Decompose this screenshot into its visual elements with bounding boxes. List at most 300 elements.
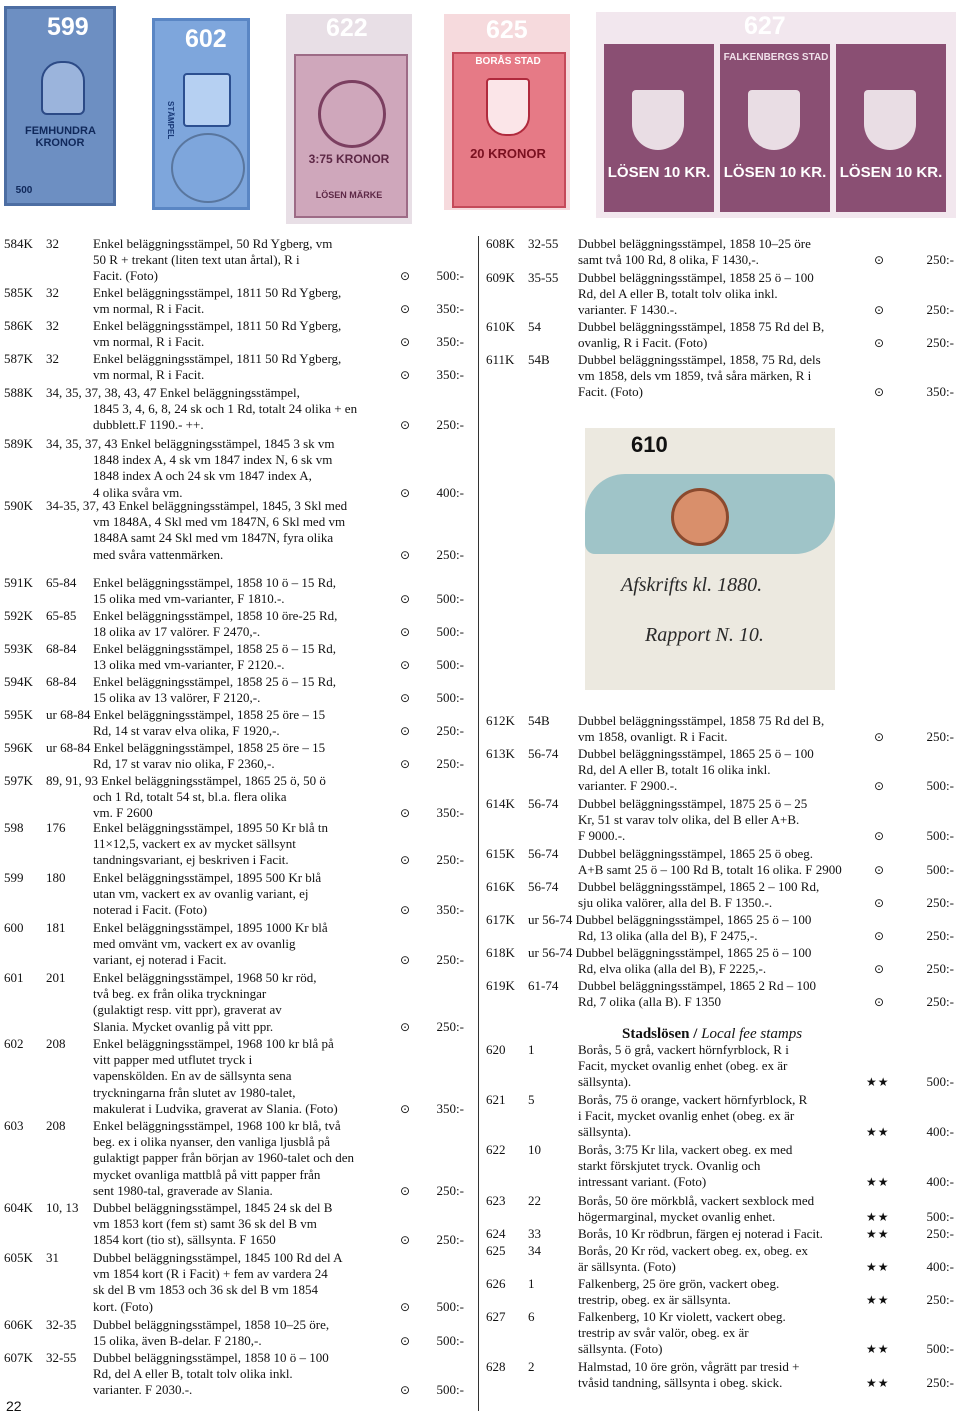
entry-description [93, 285, 395, 317]
entry-price: 350:- [436, 367, 464, 383]
stamp-text: LÖSEN 10 KR. [839, 164, 943, 181]
entry-number: 590K [4, 498, 33, 513]
entry-number: 596K [4, 740, 33, 755]
description-line: Dubbel beläggningsstämpel, 1875 25 ö – 25 [578, 796, 808, 811]
entry-price: 250:- [436, 1018, 464, 1034]
entry-price: 500:- [926, 1209, 954, 1225]
facit-ref: 56-74 [528, 796, 559, 811]
entry-description [578, 1309, 863, 1358]
cancelled-symbol-icon: ⊙ [874, 995, 885, 1010]
entry-number: 617K [486, 912, 515, 927]
description-line: Dubbel beläggningsstämpel, 1858 10–25 öre, [93, 1317, 330, 1332]
description-line: Slania. Mycket ovanlig på vitt ppr. [93, 1018, 274, 1034]
cancelled-symbol-icon: ⊙ [400, 418, 411, 433]
entry-price: 250:- [436, 723, 464, 739]
cancelled-symbol-icon: ⊙ [874, 863, 885, 878]
entry-price: 250:- [436, 1232, 464, 1248]
entry-number: 587K [4, 351, 33, 366]
entry-price: 500:- [436, 268, 464, 284]
cancelled-symbol-icon: ⊙ [874, 779, 885, 794]
description-line: i Facit, mycket ovanlig enhet (obeg. ex är [578, 1108, 795, 1124]
description-line: Dubbel beläggningsstämpel, 1858 10 ö – 100 [93, 1350, 329, 1365]
entry-number: 628 [486, 1359, 506, 1374]
description-line: Borås, 20 Kr röd, vackert obeg. ex, obeg. ex [578, 1243, 808, 1258]
facit-ref: 56-74 [528, 879, 559, 894]
entry-price: 350:- [436, 902, 464, 918]
stamp-text: LÖSEN 10 KR. [607, 164, 711, 181]
entry-description [578, 270, 863, 319]
photo-610-document [585, 428, 835, 690]
facit-ref: 68-84 [46, 674, 77, 689]
stamp-text: FEMHUNDRA KRONOR [25, 125, 96, 149]
stamp-627-image [596, 12, 956, 218]
description-line: Rd, del A eller B, totalt tolv olika inkl. [578, 286, 778, 302]
stamp-602-image [152, 18, 250, 210]
facit-ref: 180 [46, 870, 66, 885]
stamp-number: 625 [486, 16, 528, 44]
entry-description [578, 846, 863, 878]
entry-number: 584K [4, 236, 33, 251]
description-line: vm 1848A, 4 Skl med vm 1847N, 6 Skl med vm [93, 514, 346, 530]
description-line: noterad i Facit. (Foto) [93, 902, 208, 918]
entry-description [93, 970, 395, 1035]
description-line: sällsynta). [578, 1124, 632, 1140]
entry-price: 500:- [436, 1333, 464, 1349]
description-line: vm normal, R i Facit. [93, 367, 205, 383]
entry-price: 250:- [926, 252, 954, 268]
mint-stars-icon: ★★ [866, 1210, 890, 1225]
description-line: utan vm, vackert ex av ovanlig variant, ej [93, 886, 309, 902]
facit-ref: ur 68-84 Enkel beläggningsstämpel, 1858 25 öre – 15 [46, 740, 326, 755]
stamp-corner: FALKENBERGS STAD [723, 52, 829, 63]
description-line: Borås, 5 ö grå, vackert hörnfyrblock, R i [578, 1042, 789, 1057]
entry-number: 626 [486, 1276, 506, 1291]
entry-description [93, 920, 395, 969]
stamp-number: 599 [47, 13, 89, 41]
description-line: trestrip, obeg. ex är sällsynta. [578, 1292, 731, 1308]
entry-number: 589K [4, 436, 33, 451]
shield-icon [486, 78, 530, 136]
description-line: Facit. (Foto) [93, 268, 158, 284]
mint-stars-icon: ★★ [866, 1075, 890, 1090]
mint-stars-icon: ★★ [866, 1376, 890, 1391]
description-line: Halmstad, 10 öre grön, vågrätt par tresid + [578, 1359, 800, 1374]
description-line: trestrip av svår valör, obeg. ex är [578, 1325, 749, 1341]
entry-price: 250:- [436, 852, 464, 868]
description-line: tryckningarna från slutet av 1980-talet, [93, 1084, 296, 1100]
cancelled-symbol-icon: ⊙ [400, 658, 411, 673]
description-line: Falkenberg, 10 Kr violett, vackert obeg. [578, 1309, 786, 1324]
entry-number: 585K [4, 285, 33, 300]
facit-ref: 65-85 [46, 608, 77, 623]
stamp-599-image [4, 6, 116, 206]
description-line: vm 1854 kort (R i Facit) + fem av vardera 24 [93, 1266, 328, 1282]
description-line: starkt förskjutet tryck. Ovanlig och [578, 1158, 761, 1174]
description-line: Rd, 7 olika (alla B). F 1350 [578, 994, 721, 1010]
entry-price: 500:- [436, 1298, 464, 1314]
entry-description [578, 879, 863, 911]
entry-number: 625 [486, 1243, 506, 1258]
entry-number: 620 [486, 1042, 506, 1057]
entry-number: 600 [4, 920, 24, 935]
entry-description [93, 236, 395, 285]
entry-price: 500:- [926, 778, 954, 794]
description-line: 15 olika av 13 valörer, F 2120,-. [93, 690, 261, 706]
entry-description [578, 961, 863, 977]
cancelled-symbol-icon: ⊙ [874, 303, 885, 318]
entry-number: 623 [486, 1193, 506, 1208]
entry-number: 592K [4, 608, 33, 623]
entry-description [93, 674, 395, 706]
cancelled-symbol-icon: ⊙ [400, 592, 411, 607]
description-line: Dubbel beläggningsstämpel, 1865 25 ö – 100 [578, 746, 814, 761]
stamp-corner: LÖSEN MÄRKE [315, 190, 383, 200]
entry-description [578, 236, 863, 268]
entry-description [578, 978, 863, 1010]
seal-icon [671, 488, 729, 546]
cancelled-symbol-icon: ⊙ [874, 962, 885, 977]
facit-ref: 34 [528, 1243, 541, 1258]
description-line: Borås, 10 Kr rödbrun, färgen ej noterad i Facit. [578, 1226, 823, 1241]
entry-number: 605K [4, 1250, 33, 1265]
facit-ref: 54B [528, 352, 550, 367]
entry-price: 250:- [436, 546, 464, 562]
entry-number: 608K [486, 236, 515, 251]
description-line: Kr, 51 st varav tolv olika, del B eller A+B. [578, 812, 800, 828]
stamp-625-image [444, 14, 570, 210]
description-line: varianter. F 1430.-. [578, 302, 678, 318]
entry-number: 613K [486, 746, 515, 761]
description-line: 1848 index A och 24 sk vm 1847 index A, [93, 468, 312, 484]
entry-description [578, 1092, 863, 1141]
entry-description [93, 401, 395, 433]
cancelled-symbol-icon: ⊙ [400, 1334, 411, 1349]
entry-price: 500:- [926, 862, 954, 878]
entry-price: 250:- [436, 417, 464, 433]
cancelled-symbol-icon: ⊙ [400, 269, 411, 284]
facit-ref: 32-55 [46, 1350, 77, 1365]
entry-number: 612K [486, 713, 515, 728]
description-line: 4 olika svåra vm. [93, 484, 183, 500]
three-crowns-icon [183, 73, 231, 127]
entry-price: 500:- [436, 690, 464, 706]
entry-description [578, 352, 863, 401]
description-line: med svåra vattenmärken. [93, 546, 224, 562]
description-line: Borås, 3:75 Kr lila, vackert obeg. ex med [578, 1142, 793, 1157]
entry-number: 627 [486, 1309, 506, 1324]
description-line: Enkel beläggningsstämpel, 1968 100 kr blå, två [93, 1118, 341, 1133]
description-line: och 1 Rd, totalt 54 st, bl.a. flera olika [93, 789, 287, 805]
description-line: Borås, 50 öre mörkblå, vackert sexblock med [578, 1193, 815, 1208]
description-line: vm 1858, dels vm 1859, två såra märken, R i [578, 368, 812, 384]
entry-description [578, 1042, 863, 1091]
entry-description [578, 713, 863, 745]
entry-number: 593K [4, 641, 33, 656]
column-divider [478, 236, 479, 1411]
stamp-622-image [286, 14, 412, 224]
entry-number: 597K [4, 773, 33, 788]
cancelled-symbol-icon: ⊙ [400, 1101, 411, 1116]
description-line: kort. (Foto) [93, 1298, 153, 1314]
entry-number: 622 [486, 1142, 506, 1157]
facit-ref: 5 [528, 1092, 535, 1107]
description-line: Rd, del A eller B, totalt 16 olika inkl. [578, 762, 771, 778]
entry-price: 250:- [926, 302, 954, 318]
entry-price: 500:- [436, 624, 464, 640]
entry-description [578, 928, 863, 944]
description-line: Enkel beläggningsstämpel, 1858 10 ö – 15 Rd, [93, 575, 337, 590]
description-line: 1845 3, 4, 6, 8, 24 sk och 1 Rd, totalt 24 olika + en [93, 401, 358, 417]
description-line: Rd, 13 olika (alla del B), F 2475,-. [578, 928, 758, 944]
handwriting-2: Rapport N. 10. [645, 624, 764, 646]
entry-description [93, 756, 395, 772]
facit-ref: 176 [46, 820, 66, 835]
cancelled-symbol-icon: ⊙ [400, 1019, 411, 1034]
facit-ref: 1 [528, 1042, 535, 1057]
description-line: Dubbel beläggningsstämpel, 1858 25 ö – 100 [578, 270, 814, 285]
entry-number: 591K [4, 575, 33, 590]
description-line: Dubbel beläggningsstämpel, 1858 75 Rd del B, [578, 713, 825, 728]
entry-number: 619K [486, 978, 515, 993]
bird-shield-icon [748, 90, 800, 150]
description-line: Rd, del A eller B, totalt tolv olika inkl. [93, 1366, 293, 1382]
entry-description [578, 1226, 863, 1242]
description-line: Enkel beläggningsstämpel, 1895 500 Kr blå [93, 870, 322, 885]
facit-ref: 32-55 [528, 236, 559, 251]
description-line: 11×12,5, vackert ex av mycket sällsynt [93, 836, 296, 852]
entry-description [93, 723, 395, 739]
stamp-images-strip [0, 0, 960, 230]
entry-price: 500:- [926, 1074, 954, 1090]
facit-ref: ur 56-74 Dubbel beläggningsstämpel, 1865 25 ö – 100 [528, 945, 812, 960]
entry-description [93, 514, 395, 563]
description-line: Dubbel beläggningsstämpel, 1845 24 sk del B [93, 1200, 333, 1215]
cancelled-symbol-icon: ⊙ [874, 336, 885, 351]
description-line: Dubbel beläggningsstämpel, 1858 10–25 öre [578, 236, 811, 251]
entry-description [93, 1317, 395, 1349]
stamp-corner: 500 [15, 185, 33, 196]
entry-price: 500:- [436, 657, 464, 673]
description-line: Dubbel beläggningsstämpel, 1865 25 ö obeg. [578, 846, 814, 861]
entry-description [93, 870, 395, 919]
entry-price: 400:- [926, 1259, 954, 1275]
entry-price: 400:- [926, 1174, 954, 1190]
entry-number: 606K [4, 1317, 33, 1332]
entry-description [578, 796, 863, 845]
entry-price: 250:- [926, 729, 954, 745]
entry-number: 624 [486, 1226, 506, 1241]
entry-number: 601 [4, 970, 24, 985]
entry-price: 250:- [926, 335, 954, 351]
facit-ref: 22 [528, 1193, 541, 1208]
facit-ref: 32 [46, 318, 59, 333]
entry-description [578, 746, 863, 795]
description-line: mycket ovanliga mattblå på vitt papper från [93, 1166, 321, 1182]
entry-price: 500:- [436, 591, 464, 607]
description-line: Dubbel beläggningsstämpel, 1858 75 Rd del B, [578, 319, 825, 334]
facit-ref: 2 [528, 1359, 535, 1374]
description-line: sent 1980-tal, graverade av Slania. [93, 1182, 273, 1198]
entry-price: 350:- [436, 301, 464, 317]
entry-price: 250:- [926, 1226, 954, 1241]
facit-ref: 10, 13 [46, 1200, 79, 1215]
entry-number: 614K [486, 796, 515, 811]
section-subtitle: Local fee stamps [701, 1026, 803, 1042]
entry-description [93, 1250, 395, 1315]
facit-ref: 1 [528, 1276, 535, 1291]
description-line: Falkenberg, 25 öre grön, vackert obeg. [578, 1276, 780, 1291]
cancelled-symbol-icon: ⊙ [400, 1383, 411, 1398]
description-line: variant, ej noterad i Facit. [93, 952, 227, 968]
description-line: vm 1858, ovanligt. R i Facit. [578, 729, 728, 745]
facit-ref: 32-35 [46, 1317, 77, 1332]
description-line: är sällsynta. (Foto) [578, 1259, 676, 1275]
cancelled-symbol-icon: ⊙ [874, 385, 885, 400]
description-line: vitt papper med utflutet tryck i [93, 1052, 253, 1068]
cancelled-symbol-icon: ⊙ [400, 368, 411, 383]
description-line: vm 1853 kort (fem st) samt 36 sk del B vm [93, 1216, 317, 1232]
description-line: varianter. F 2900.-. [578, 778, 678, 794]
description-line: Dubbel beläggningsstämpel, 1865 2 – 100 Rd, [578, 879, 820, 894]
facit-ref: 32 [46, 351, 59, 366]
bird-shield-icon [632, 90, 684, 150]
description-line: 13 olika med vm-varianter, F 2120.-. [93, 657, 285, 673]
description-line: Rd, 17 st varav nio olika, F 2360,-. [93, 756, 275, 772]
description-line: Rd, elva olika (alla del B), F 2225,-. [578, 961, 767, 977]
mint-stars-icon: ★★ [866, 1125, 890, 1140]
entry-price: 250:- [926, 928, 954, 944]
description-line: Rd, 14 st varav elva olika, F 1920,-. [93, 723, 280, 739]
entry-number: 616K [486, 879, 515, 894]
handwriting-1: Afskrifts kl. 1880. [621, 574, 763, 596]
mint-stars-icon: ★★ [866, 1260, 890, 1275]
mint-stars-icon: ★★ [866, 1342, 890, 1357]
crown-icon [41, 61, 85, 115]
monogram-icon [318, 80, 386, 148]
description-line: (gulaktigt resp. vitt ppr), graverat av [93, 1002, 282, 1018]
entry-price: 250:- [436, 1182, 464, 1198]
description-line: Enkel beläggningsstämpel, 1811 50 Rd Ygberg, [93, 318, 342, 333]
entry-price: 350:- [926, 384, 954, 400]
entry-description [93, 1200, 395, 1249]
facit-ref: 10 [528, 1142, 541, 1157]
facit-ref: 181 [46, 920, 66, 935]
facit-ref: 32 [46, 236, 59, 251]
facit-ref: 89, 91, 93 Enkel beläggningsstämpel, 1865 25 ö, 50 ö [46, 773, 326, 788]
description-line: Enkel beläggningsstämpel, 1895 1000 Kr blå [93, 920, 328, 935]
description-line: Dubbel beläggningsstämpel, 1858, 75 Rd, dels [578, 352, 821, 367]
facit-ref: 208 [46, 1036, 66, 1051]
entry-price: 250:- [926, 895, 954, 911]
stamp-text: LÖSEN 10 KR. [723, 164, 827, 181]
description-line: Enkel beläggningsstämpel, 1811 50 Rd Ygberg, [93, 285, 342, 300]
facit-ref: 34, 35, 37, 43 Enkel beläggningsstämpel, 1845 3 sk vm [46, 436, 335, 451]
entry-number: 603 [4, 1118, 24, 1133]
entry-description [93, 608, 395, 640]
entry-description [93, 641, 395, 673]
description-line: 15 olika med vm-varianter, F 1810.-. [93, 591, 285, 607]
description-line: sällsynta. (Foto) [578, 1341, 663, 1357]
facit-ref: 34-35, 37, 43 Enkel beläggningsstämpel, 1845, 3 Skl med [46, 498, 348, 513]
description-line: beg. ex i olika nyanser, den vanliga ljusblå på [93, 1134, 331, 1150]
entry-price: 250:- [926, 1292, 954, 1308]
entry-number: 621 [486, 1092, 506, 1107]
entry-price: 500:- [436, 1382, 464, 1398]
entry-price: 250:- [926, 1375, 954, 1391]
entry-description [578, 1359, 863, 1391]
entry-description [93, 820, 395, 869]
stamp-text: 20 KRONOR [470, 146, 546, 161]
description-line: 50 R + trekant (liten text utan årtal), R i [93, 252, 300, 268]
page-number: 22 [6, 1398, 22, 1414]
entry-number: 599 [4, 870, 24, 885]
stamp-number: 622 [326, 14, 368, 42]
description-line: makulerat i Ludvika, graverat av Slania. (Foto) [93, 1100, 338, 1116]
entry-description [93, 351, 395, 383]
cancelled-symbol-icon: ⊙ [400, 853, 411, 868]
entry-number: 586K [4, 318, 33, 333]
description-line: Enkel beläggningsstämpel, 1968 100 kr blå på [93, 1036, 334, 1051]
mint-stars-icon: ★★ [866, 1227, 890, 1241]
description-line: tvåsid tandning, sällsynta i obeg. skick. [578, 1375, 783, 1391]
description-line: Enkel beläggningsstämpel, 1858 10 öre-25 Rd, [93, 608, 338, 623]
facit-ref: 68-84 [46, 641, 77, 656]
cancelled-symbol-icon: ⊙ [400, 691, 411, 706]
facit-ref: 61-74 [528, 978, 559, 993]
entry-number: 610K [486, 319, 515, 334]
description-line: ovanlig, R i Facit. (Foto) [578, 335, 708, 351]
mint-stars-icon: ★★ [866, 1293, 890, 1308]
entry-description [93, 452, 395, 501]
entry-description [93, 1350, 395, 1399]
entry-description [93, 1118, 395, 1199]
description-line: sju olika valörer, alla del B. F 1350.-. [578, 895, 773, 911]
section-title: Stadslösen [622, 1026, 690, 1042]
description-line: Dubbel beläggningsstämpel, 1865 2 Rd – 100 [578, 978, 816, 993]
cancelled-symbol-icon: ⊙ [400, 757, 411, 772]
description-line: A+B samt 25 ö – 100 Rd B, totalt 16 olika. F 2900 [578, 862, 842, 878]
facit-ref: 56-74 [528, 846, 559, 861]
photo-label: 610 [631, 432, 668, 457]
entry-description [578, 1142, 863, 1191]
entry-description [578, 1193, 863, 1225]
entry-price: 350:- [436, 334, 464, 350]
entry-number: 609K [486, 270, 515, 285]
stamp-text: STÄMPEL [166, 101, 175, 140]
description-line: Enkel beläggningsstämpel, 1895 50 Kr blå tn [93, 820, 329, 835]
cancelled-symbol-icon: ⊙ [400, 1233, 411, 1248]
cancelled-symbol-icon: ⊙ [400, 1299, 411, 1314]
cancelled-symbol-icon: ⊙ [400, 806, 411, 821]
entry-description [578, 1243, 863, 1275]
entry-number: 615K [486, 846, 515, 861]
entry-price: 350:- [436, 1100, 464, 1116]
description-line: högermarginal, mycket ovanlig enhet. [578, 1209, 776, 1225]
cancelled-symbol-icon: ⊙ [400, 1183, 411, 1198]
description-line: Facit. (Foto) [578, 384, 643, 400]
section-heading: Stadslösen / Local fee stamps [622, 1026, 803, 1042]
cancelled-symbol-icon: ⊙ [874, 829, 885, 844]
description-line: vm. F 2600 [93, 805, 153, 821]
entry-description [578, 319, 863, 351]
cancelled-symbol-icon: ⊙ [874, 896, 885, 911]
entry-number: 611K [486, 352, 515, 367]
description-line: samt två 100 Rd, 8 olika, F 1430,-. [578, 252, 759, 268]
description-line: tandningsvariant, ej beskriven i Facit. [93, 852, 289, 868]
postmark-icon [171, 133, 245, 203]
description-line: 18 olika av 17 valörer. F 2470,-. [93, 624, 261, 640]
cancelled-symbol-icon: ⊙ [874, 730, 885, 745]
